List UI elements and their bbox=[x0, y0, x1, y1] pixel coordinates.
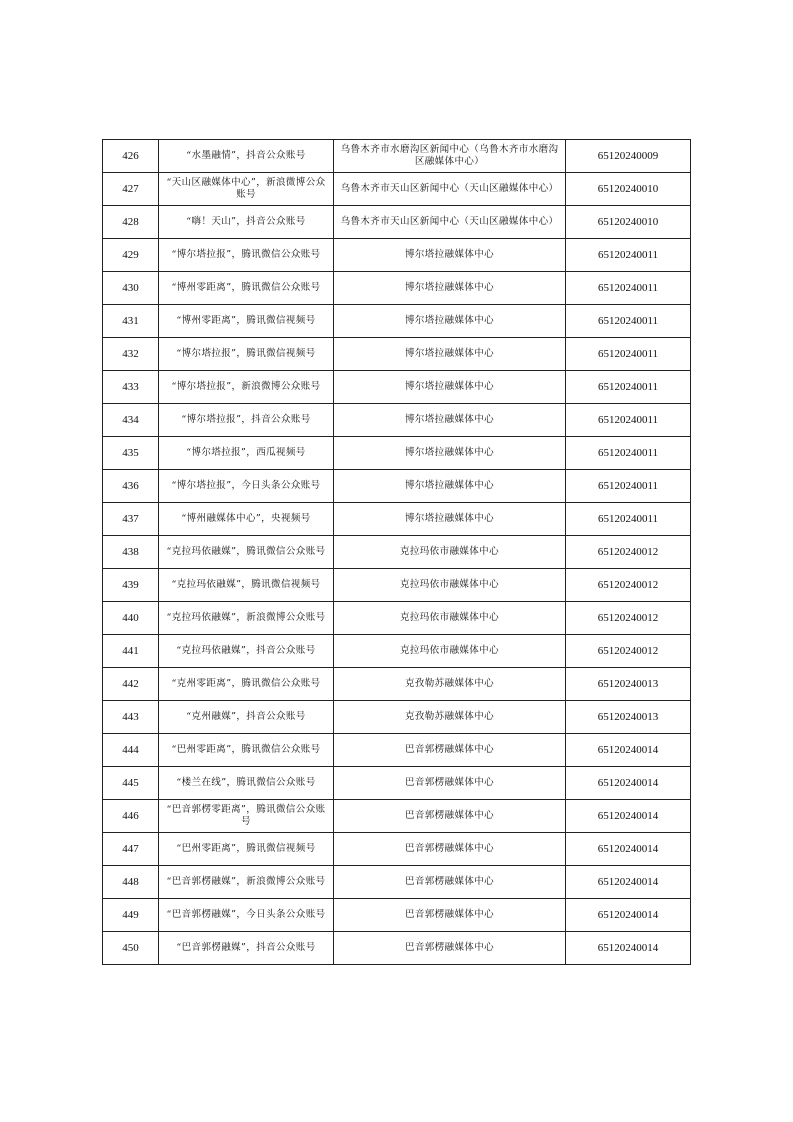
account-name-cell: “巴州零距离”，腾讯微信视频号 bbox=[159, 833, 334, 866]
organization-cell: 克拉玛依市融媒体中心 bbox=[334, 602, 566, 635]
account-name-cell: “克州零距离”，腾讯微信公众账号 bbox=[159, 668, 334, 701]
table-row bbox=[103, 866, 691, 899]
table-row bbox=[103, 239, 691, 272]
table-row bbox=[103, 569, 691, 602]
organization-cell: 克拉玛依市融媒体中心 bbox=[334, 635, 566, 668]
account-name-cell: “博尔塔拉报”，西瓜视频号 bbox=[159, 437, 334, 470]
registration-code-cell: 65120240010 bbox=[566, 206, 691, 239]
row-number-cell: 444 bbox=[103, 734, 159, 767]
row-number-cell: 434 bbox=[103, 404, 159, 437]
table-row bbox=[103, 800, 691, 833]
organization-cell: 克孜勒苏融媒体中心 bbox=[334, 668, 566, 701]
row-number-cell: 445 bbox=[103, 767, 159, 800]
organization-cell: 乌鲁木齐市天山区新闻中心（天山区融媒体中心） bbox=[334, 173, 566, 206]
account-name-cell: “天山区融媒体中心”，新浪微博公众账号 bbox=[159, 173, 334, 206]
registration-code-cell: 65120240012 bbox=[566, 602, 691, 635]
row-number-cell: 441 bbox=[103, 635, 159, 668]
account-name-cell: “博尔塔拉报”，抖音公众账号 bbox=[159, 404, 334, 437]
row-number-cell: 439 bbox=[103, 569, 159, 602]
registry-table-body bbox=[103, 140, 691, 965]
organization-cell: 巴音郭楞融媒体中心 bbox=[334, 932, 566, 965]
table-row bbox=[103, 503, 691, 536]
table-row bbox=[103, 833, 691, 866]
row-number-cell: 448 bbox=[103, 866, 159, 899]
table-row bbox=[103, 272, 691, 305]
registration-code-cell: 65120240011 bbox=[566, 470, 691, 503]
row-number-cell: 428 bbox=[103, 206, 159, 239]
account-name-cell: “克拉玛依融媒”，抖音公众账号 bbox=[159, 635, 334, 668]
table-row bbox=[103, 536, 691, 569]
row-number-cell: 433 bbox=[103, 371, 159, 404]
registration-code-cell: 65120240011 bbox=[566, 305, 691, 338]
registration-code-cell: 65120240009 bbox=[566, 140, 691, 173]
table-row bbox=[103, 437, 691, 470]
registration-code-cell: 65120240013 bbox=[566, 668, 691, 701]
registration-code-cell: 65120240011 bbox=[566, 272, 691, 305]
table-row bbox=[103, 140, 691, 173]
registration-code-cell: 65120240012 bbox=[566, 569, 691, 602]
table-row bbox=[103, 305, 691, 338]
table-row bbox=[103, 206, 691, 239]
row-number-cell: 446 bbox=[103, 800, 159, 833]
organization-cell: 博尔塔拉融媒体中心 bbox=[334, 239, 566, 272]
registration-code-cell: 65120240011 bbox=[566, 404, 691, 437]
organization-cell: 博尔塔拉融媒体中心 bbox=[334, 371, 566, 404]
account-name-cell: “博尔塔拉报”，腾讯微信公众账号 bbox=[159, 239, 334, 272]
organization-cell: 巴音郭楞融媒体中心 bbox=[334, 767, 566, 800]
table-row bbox=[103, 635, 691, 668]
organization-cell: 乌鲁木齐市天山区新闻中心（天山区融媒体中心） bbox=[334, 206, 566, 239]
organization-cell: 巴音郭楞融媒体中心 bbox=[334, 800, 566, 833]
row-number-cell: 427 bbox=[103, 173, 159, 206]
organization-cell: 巴音郭楞融媒体中心 bbox=[334, 734, 566, 767]
account-name-cell: “巴音郭楞融媒”，新浪微博公众账号 bbox=[159, 866, 334, 899]
registration-code-cell: 65120240014 bbox=[566, 932, 691, 965]
row-number-cell: 426 bbox=[103, 140, 159, 173]
account-name-cell: “克拉玛依融媒”，新浪微博公众账号 bbox=[159, 602, 334, 635]
organization-cell: 博尔塔拉融媒体中心 bbox=[334, 272, 566, 305]
row-number-cell: 438 bbox=[103, 536, 159, 569]
table-row bbox=[103, 338, 691, 371]
account-name-cell: “克拉玛依融媒”，腾讯微信视频号 bbox=[159, 569, 334, 602]
registration-code-cell: 65120240012 bbox=[566, 536, 691, 569]
registration-code-cell: 65120240014 bbox=[566, 866, 691, 899]
account-name-cell: “博尔塔拉报”，新浪微博公众账号 bbox=[159, 371, 334, 404]
account-name-cell: “博州零距离”，腾讯微信公众账号 bbox=[159, 272, 334, 305]
organization-cell: 巴音郭楞融媒体中心 bbox=[334, 833, 566, 866]
registration-code-cell: 65120240011 bbox=[566, 371, 691, 404]
account-name-cell: “博尔塔拉报”，腾讯微信视频号 bbox=[159, 338, 334, 371]
organization-cell: 克孜勒苏融媒体中心 bbox=[334, 701, 566, 734]
registration-code-cell: 65120240011 bbox=[566, 239, 691, 272]
registration-code-cell: 65120240011 bbox=[566, 338, 691, 371]
organization-cell: 博尔塔拉融媒体中心 bbox=[334, 437, 566, 470]
account-name-cell: “水墨融情”，抖音公众账号 bbox=[159, 140, 334, 173]
row-number-cell: 450 bbox=[103, 932, 159, 965]
organization-cell: 巴音郭楞融媒体中心 bbox=[334, 899, 566, 932]
table-row bbox=[103, 734, 691, 767]
organization-cell: 克拉玛依市融媒体中心 bbox=[334, 536, 566, 569]
row-number-cell: 440 bbox=[103, 602, 159, 635]
organization-cell: 乌鲁木齐市水磨沟区新闻中心（乌鲁木齐市水磨沟区融媒体中心） bbox=[334, 140, 566, 173]
registration-code-cell: 65120240014 bbox=[566, 833, 691, 866]
organization-cell: 博尔塔拉融媒体中心 bbox=[334, 305, 566, 338]
table-row bbox=[103, 173, 691, 206]
table-row bbox=[103, 767, 691, 800]
registration-code-cell: 65120240013 bbox=[566, 701, 691, 734]
account-name-cell: “克拉玛依融媒”，腾讯微信公众账号 bbox=[159, 536, 334, 569]
account-name-cell: “楼兰在线”，腾讯微信公众账号 bbox=[159, 767, 334, 800]
row-number-cell: 430 bbox=[103, 272, 159, 305]
row-number-cell: 429 bbox=[103, 239, 159, 272]
account-name-cell: “巴音郭楞融媒”，今日头条公众账号 bbox=[159, 899, 334, 932]
row-number-cell: 447 bbox=[103, 833, 159, 866]
account-name-cell: “博尔塔拉报”，今日头条公众账号 bbox=[159, 470, 334, 503]
organization-cell: 克拉玛依市融媒体中心 bbox=[334, 569, 566, 602]
table-row bbox=[103, 470, 691, 503]
table-row bbox=[103, 932, 691, 965]
organization-cell: 博尔塔拉融媒体中心 bbox=[334, 338, 566, 371]
organization-cell: 博尔塔拉融媒体中心 bbox=[334, 503, 566, 536]
row-number-cell: 436 bbox=[103, 470, 159, 503]
account-name-cell: “巴州零距离”，腾讯微信公众账号 bbox=[159, 734, 334, 767]
row-number-cell: 432 bbox=[103, 338, 159, 371]
table-row bbox=[103, 701, 691, 734]
row-number-cell: 431 bbox=[103, 305, 159, 338]
row-number-cell: 437 bbox=[103, 503, 159, 536]
registration-code-cell: 65120240011 bbox=[566, 437, 691, 470]
registration-code-cell: 65120240014 bbox=[566, 800, 691, 833]
organization-cell: 巴音郭楞融媒体中心 bbox=[334, 866, 566, 899]
table-row bbox=[103, 404, 691, 437]
account-name-cell: “博州零距离”，腾讯微信视频号 bbox=[159, 305, 334, 338]
account-name-cell: “嗨！天山”，抖音公众账号 bbox=[159, 206, 334, 239]
registration-code-cell: 65120240014 bbox=[566, 767, 691, 800]
account-name-cell: “博州融媒体中心”，央视频号 bbox=[159, 503, 334, 536]
registration-code-cell: 65120240011 bbox=[566, 503, 691, 536]
registration-code-cell: 65120240010 bbox=[566, 173, 691, 206]
table-row bbox=[103, 668, 691, 701]
account-name-cell: “克州融媒”，抖音公众账号 bbox=[159, 701, 334, 734]
registration-code-cell: 65120240012 bbox=[566, 635, 691, 668]
row-number-cell: 442 bbox=[103, 668, 159, 701]
table-row bbox=[103, 371, 691, 404]
table-row bbox=[103, 899, 691, 932]
registry-table bbox=[102, 139, 691, 965]
registration-code-cell: 65120240014 bbox=[566, 899, 691, 932]
account-name-cell: “巴音郭楞融媒”，抖音公众账号 bbox=[159, 932, 334, 965]
row-number-cell: 449 bbox=[103, 899, 159, 932]
row-number-cell: 435 bbox=[103, 437, 159, 470]
organization-cell: 博尔塔拉融媒体中心 bbox=[334, 404, 566, 437]
table-row bbox=[103, 602, 691, 635]
organization-cell: 博尔塔拉融媒体中心 bbox=[334, 470, 566, 503]
registration-code-cell: 65120240014 bbox=[566, 734, 691, 767]
row-number-cell: 443 bbox=[103, 701, 159, 734]
account-name-cell: “巴音郭楞零距离”，腾讯微信公众账号 bbox=[159, 800, 334, 833]
